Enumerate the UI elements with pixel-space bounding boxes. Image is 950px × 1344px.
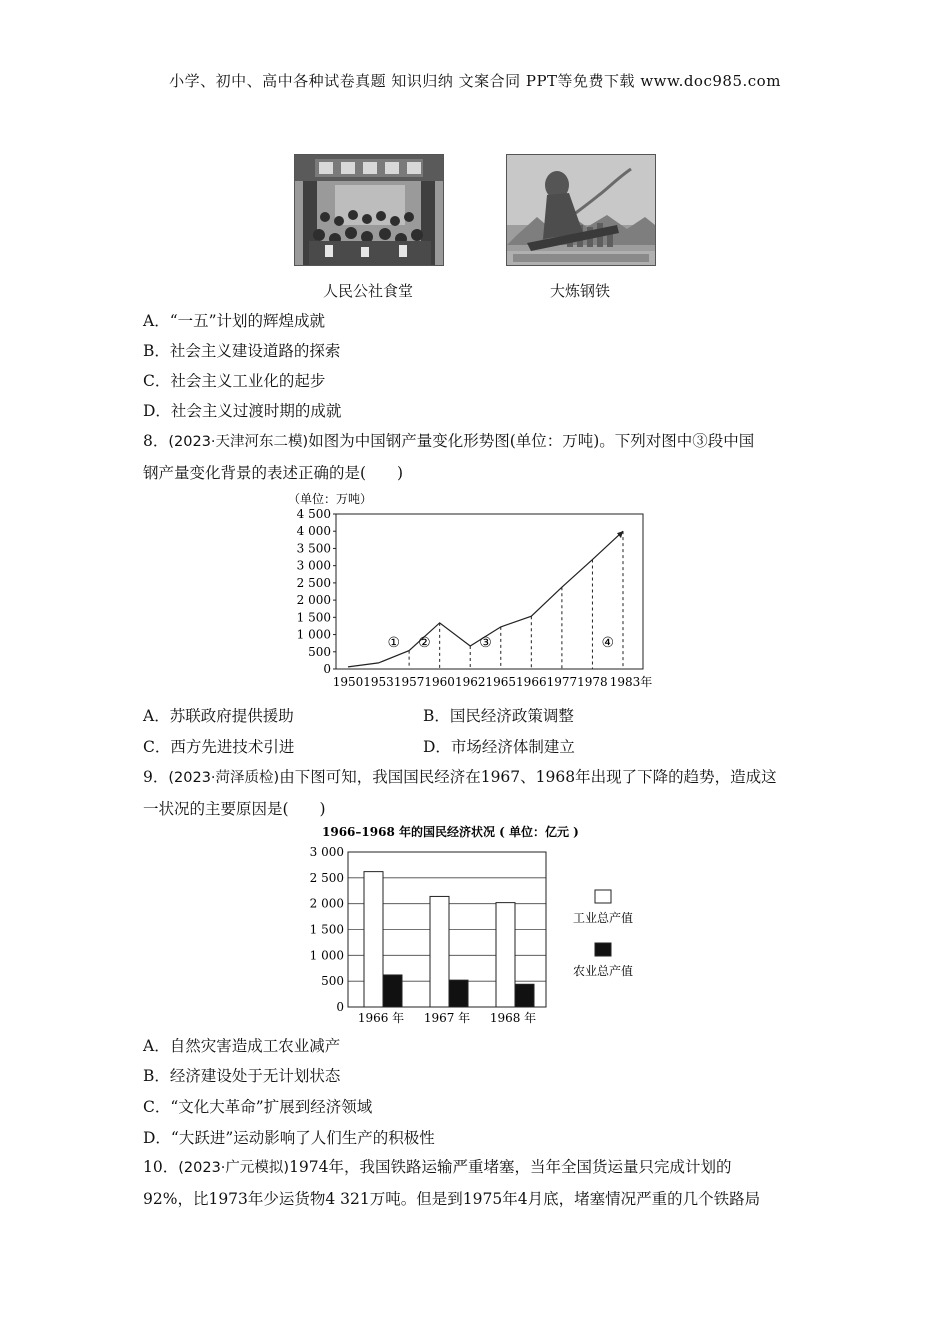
legend-industry-label: 工业总产值 [572,911,634,925]
steel-y-tick-label: 4 500 [296,507,331,521]
q10-number: 10． [143,1158,179,1176]
industry-output-bar [364,872,383,1007]
steel-chart-unit-label: （单位：万吨） [288,492,373,506]
industry-output-bar [496,903,515,1007]
q8-number: 8． [143,432,169,450]
steel-y-tick-label: 4 000 [296,524,331,539]
steel-segment-label: ③ [479,635,492,651]
steel-x-tick-label: 1962 [454,675,486,689]
steel-segment-label: ④ [601,635,615,651]
q10-stem [143,1152,811,1215]
steel-x-tick-label: 1953 [363,675,394,689]
steel-y-tick-label: 3 000 [296,558,331,573]
econ-x-tick-label: 1967 年 [423,1011,471,1025]
q8-option-d: D．市场经济体制建立 [423,738,575,756]
q8-text-line2: 钢产量变化背景的表述正确的是( ) [143,464,404,482]
steel-segment-label: ① [387,635,401,651]
industry-output-bar [430,896,449,1007]
steel-y-tick-label: 2 000 [296,593,331,608]
q9-option-d: D．“大跃进”运动影响了人们生产的积极性 [143,1129,435,1147]
q9-option-a: A．自然灾害造成工农业减产 [143,1037,341,1055]
q9-stem [143,762,811,825]
steel-x-tick-label: 1977 [546,675,578,689]
q7-option-b: B．社会主义建设道路的探索 [143,342,341,360]
q8-option-b: B．国民经济政策调整 [423,707,574,725]
econ-y-tick-label: 0 [336,1000,344,1014]
q7-option-d: D．社会主义过渡时期的成就 [143,402,342,420]
q8-option-a: A．苏联政府提供援助 [143,707,294,725]
q9-number: 9． [143,768,169,786]
econ-x-tick-label: 1968 年 [489,1011,537,1025]
econ-y-tick-label: 3 000 [309,845,344,859]
agriculture-output-bar [383,975,402,1007]
left-photo-caption: 人民公社食堂 [322,282,413,300]
q7-option-c: C．社会主义工业化的起步 [143,372,326,390]
econ-y-tick-label: 1 500 [309,922,344,937]
steel-segment-label: ② [418,635,431,651]
q7-option-a: A．“一五”计划的辉煌成就 [143,312,326,330]
steel-x-tick-label: 1983年 [609,675,653,689]
steel-y-tick-label: 1 500 [296,610,331,625]
steel-output-chart [280,486,670,696]
steelmaking-poster [506,154,656,266]
econ-y-tick-label: 1 000 [309,948,344,963]
steel-y-tick-label: 0 [323,662,331,676]
economy-bar-chart [290,820,680,1030]
agriculture-output-bar [515,984,534,1007]
econ-y-tick-label: 500 [321,974,344,989]
q10-text-line1: 1974年，我国铁路运输严重堵塞，当年全国货运量只完成计划的 [289,1158,732,1176]
agriculture-output-bar [449,980,468,1007]
q9-option-b: B．经济建设处于无计划状态 [143,1067,341,1085]
steel-x-tick-label: 1978 [577,675,608,689]
q9-source: (2023·菏泽质检) [168,770,280,786]
econ-y-tick-label: 2 000 [309,896,344,911]
steel-line-arrowhead [617,531,623,538]
steel-x-tick-label: 1966 [516,675,547,689]
steel-x-tick-label: 1950 [332,675,364,689]
q10-source: (2023·广元模拟) [178,1160,290,1176]
steel-x-tick-label: 1960 [424,675,455,689]
q9-text-line2: 一状况的主要原因是( ) [143,800,326,818]
q8-text-line1: 如图为中国钢产量变化形势图(单位：万吨)。下列对图中③段中国 [308,432,755,450]
q10-text-line2: 92%，比1973年少运货物4 321万吨。但是到1975年4月底，堵塞情况严重的几个铁路局 [143,1190,761,1208]
steel-x-tick-label: 1965 [485,675,517,689]
legend-agriculture-swatch [595,943,611,956]
q8-stem [143,426,811,489]
econ-x-tick-label: 1966 年 [357,1011,405,1025]
q9-text-line1: 由下图可知，我国国民经济在1967、1968年出现了下降的趋势，造成这 [279,768,777,786]
q9-option-c: C．“文化大革命”扩展到经济领域 [143,1098,373,1116]
steel-y-tick-label: 2 500 [296,575,331,590]
legend-agriculture-label: 农业总产值 [572,964,634,978]
steel-y-tick-label: 500 [308,644,331,659]
econ-chart-title: 1966–1968 年的国民经济状况 ( 单位：亿元 ) [322,825,579,839]
page-header: 小学、初中、高中各种试卷真题 知识归纳 文案合同 PPT等免费下载 www.doc985.com [169,72,781,90]
steel-x-tick-label: 1957 [393,675,425,689]
legend-industry-swatch [595,890,611,903]
q8-source: (2023·天津河东二模) [168,434,309,450]
steel-y-tick-label: 1 000 [296,627,331,642]
commune-canteen-photo [294,154,444,266]
right-photo-caption: 大炼钢铁 [549,282,610,300]
steel-y-tick-label: 3 500 [296,541,331,556]
econ-y-tick-label: 2 500 [309,870,344,885]
q8-option-c: C．西方先进技术引进 [143,738,295,756]
